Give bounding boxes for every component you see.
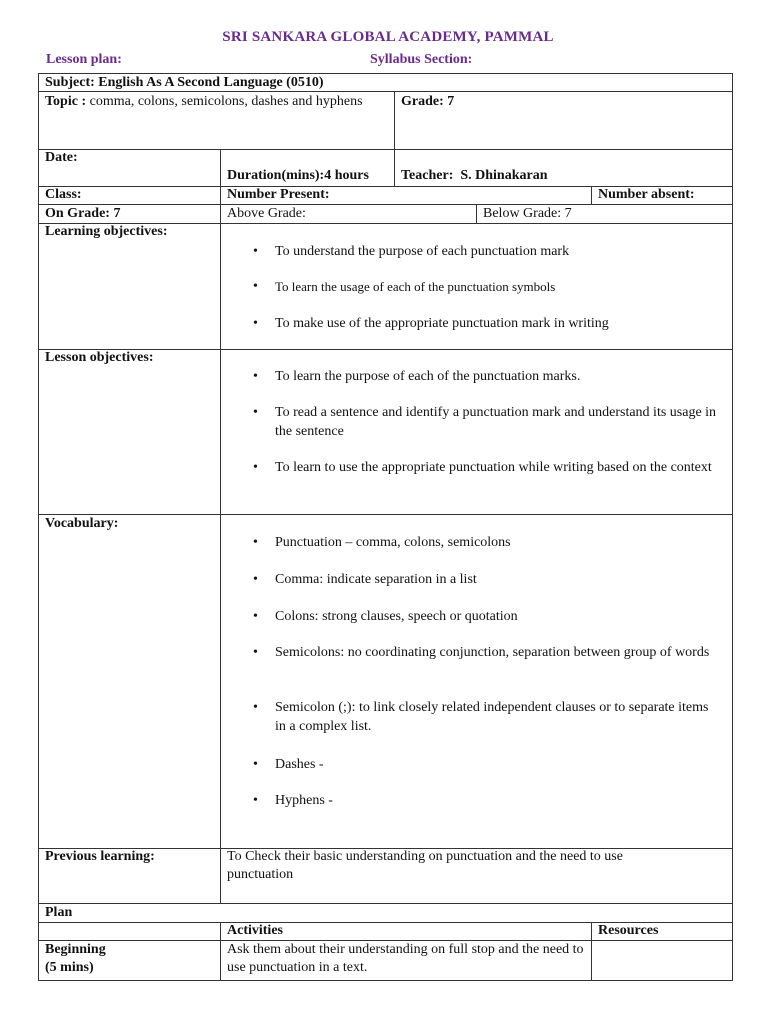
topic-value: comma, colons, semicolons, dashes and hyphens <box>89 94 363 109</box>
table-border-left <box>38 73 39 981</box>
teacher-name: S. Dhinakaran <box>460 168 548 183</box>
list-item: • Dashes - <box>275 755 720 774</box>
teacher-label: Teacher: <box>401 168 454 183</box>
previous-learning-value: To Check their basic understanding on punctuation and the need to use punctuation <box>227 849 623 882</box>
resources-header: Resources <box>598 923 659 938</box>
row-line <box>38 149 733 150</box>
topic-cell <box>45 93 385 111</box>
col-line <box>220 186 221 204</box>
lesson-plan-table <box>38 73 733 981</box>
duration-cell: Duration(mins):4 hours <box>227 168 369 183</box>
row-line <box>38 514 733 515</box>
list-item: • To learn to use the appropriate punctuation while writing based on the context <box>275 458 720 477</box>
school-name: SRI SANKARA GLOBAL ACADEMY, PAMMAL <box>222 29 554 45</box>
lesson-plan-label: Lesson plan: <box>46 52 122 67</box>
col-line <box>220 223 221 848</box>
date-label: Date: <box>45 150 78 165</box>
lesson-objectives-label: Lesson objectives: <box>45 350 154 365</box>
plan-stage: Beginning <box>45 942 106 957</box>
topic-label: Topic : <box>45 94 87 109</box>
list-item: • Comma: indicate separation in a list <box>275 570 720 589</box>
vocabulary-label: Vocabulary: <box>45 516 119 531</box>
below-grade-cell: Below Grade: 7 <box>483 206 572 221</box>
col-line <box>591 922 592 981</box>
list-item: • Punctuation – comma, colons, semicolons <box>275 533 720 552</box>
list-item: • Semicolons: no coordinating conjunction, separation between group of words <box>275 643 720 662</box>
list-item: • To learn the usage of each of the punctuation symbols <box>275 277 715 296</box>
col-line <box>591 186 592 204</box>
col-line <box>220 848 221 903</box>
list-item: • To learn the purpose of each of the punctuation marks. <box>275 367 720 386</box>
plan-label: Plan <box>45 905 73 920</box>
class-label: Class: <box>45 187 82 202</box>
above-grade-cell: Above Grade: <box>227 206 306 221</box>
plan-stage-time: (5 mins) <box>45 960 94 975</box>
list-item: • To make use of the appropriate punctuation mark in writing <box>275 314 715 333</box>
col-line <box>220 204 221 223</box>
list-item: • Semicolon (;): to link closely related independent clauses or to separate items in a complex list. <box>275 698 720 736</box>
row-line <box>38 903 733 904</box>
col-line <box>394 91 395 186</box>
table-border-bottom <box>38 980 733 981</box>
number-absent-label: Number absent: <box>598 187 695 202</box>
list-item: • To read a sentence and identify a punctuation mark and understand its usage in the sentence <box>275 403 720 441</box>
grade-cell: Grade: 7 <box>401 94 455 109</box>
row-line <box>38 204 733 205</box>
col-line <box>220 922 221 981</box>
col-line <box>476 204 477 223</box>
list-item: • To understand the purpose of each punctuation mark <box>275 242 715 261</box>
previous-learning-label: Previous learning: <box>45 849 155 864</box>
on-grade-cell: On Grade: 7 <box>45 206 121 221</box>
syllabus-section-label: Syllabus Section: <box>370 52 473 67</box>
activities-header: Activities <box>227 923 283 938</box>
subject-cell: Subject: English As A Second Language (0510) <box>45 75 324 90</box>
list-item: • Hyphens - <box>275 791 720 810</box>
number-present-label: Number Present: <box>227 187 330 202</box>
col-line <box>220 149 221 186</box>
plan-activity: Ask them about their understanding on full stop and the need to use punctuation in a text. <box>227 942 584 975</box>
teacher-cell <box>401 167 548 185</box>
list-item: • Colons: strong clauses, speech or quotation <box>275 607 720 626</box>
learning-objectives-label: Learning objectives: <box>45 224 168 239</box>
table-border-right <box>732 73 733 981</box>
